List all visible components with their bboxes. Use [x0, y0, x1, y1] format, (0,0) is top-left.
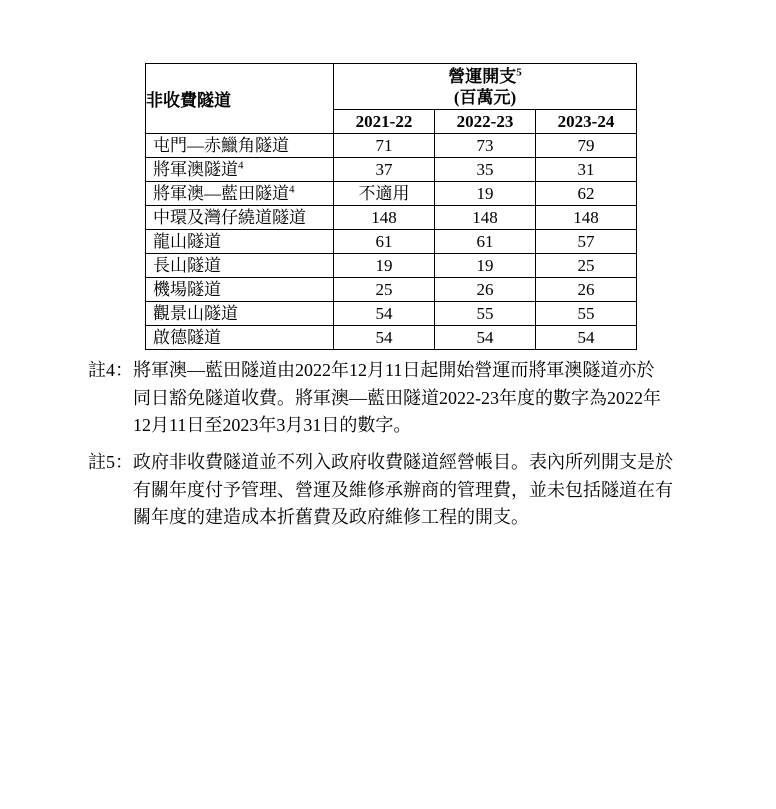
expense-value-cell: 148	[536, 206, 637, 230]
footnote-label: 註4：	[88, 360, 133, 380]
expense-group-title-line	[334, 66, 636, 87]
table-row	[146, 134, 637, 158]
expense-value-cell: 19	[435, 254, 536, 278]
footnote-註4	[88, 357, 661, 440]
expense-value-cell: 55	[536, 302, 637, 326]
table-header-row-group	[146, 64, 637, 110]
tunnel-name-cell	[146, 302, 334, 326]
column-header-year: 2022-23	[435, 110, 536, 134]
expense-value-cell: 55	[435, 302, 536, 326]
expense-value-cell: 26	[536, 278, 637, 302]
column-header-tunnel-label: 非收費隧道	[146, 91, 231, 110]
expense-value-cell: 62	[536, 182, 637, 206]
expense-group-unit: (百萬元)	[453, 87, 517, 107]
expense-value-cell: 71	[334, 134, 435, 158]
tunnel-operating-expense-table	[145, 63, 637, 350]
expense-value-cell: 61	[435, 230, 536, 254]
column-header-year: 2023-24	[536, 110, 637, 134]
expense-value-cell: 54	[435, 326, 536, 350]
expense-value-cell: 不適用	[334, 182, 435, 206]
tunnel-name-cell	[146, 206, 334, 230]
footnote-ref-4: 4	[289, 182, 295, 195]
expense-value-cell: 37	[334, 158, 435, 182]
tunnel-name: 長山隧道	[153, 255, 221, 275]
expense-group-title: 營運開支	[448, 66, 517, 86]
tunnel-name-cell	[146, 134, 334, 158]
footnote-ref-5: 5	[516, 65, 522, 78]
tunnel-name: 觀景山隧道	[153, 303, 238, 323]
footnote-ref-4: 4	[238, 158, 244, 171]
expense-value-cell: 31	[536, 158, 637, 182]
expense-value-cell: 19	[435, 182, 536, 206]
tunnel-name-cell	[146, 182, 334, 206]
expense-value-cell: 79	[536, 134, 637, 158]
footnote-text-line: 有關年度付予管理、營運及維修承辦商的管理費，並未包括隧道在有	[133, 479, 673, 500]
tunnel-name-cell	[146, 326, 334, 350]
table-row	[146, 230, 637, 254]
footnote-text	[133, 357, 661, 440]
footnote-text-line: 同日豁免隧道收費。將軍澳—藍田隧道2022-23年度的數字為2022年	[133, 387, 661, 408]
footnote-text-line: 政府非收費隧道並不列入政府收費隧道經營帳目。表內所列開支是於	[133, 452, 673, 472]
table-row	[146, 182, 637, 206]
expense-value-cell: 57	[536, 230, 637, 254]
expense-value-cell: 54	[536, 326, 637, 350]
expense-value-cell: 54	[334, 302, 435, 326]
expense-value-cell: 148	[435, 206, 536, 230]
footnote-text-line: 關年度的建造成本折舊費及政府維修工程的開支。	[133, 507, 529, 527]
expense-value-cell: 73	[435, 134, 536, 158]
tunnel-name: 龍山隧道	[153, 231, 221, 251]
footnote-text-line: 12月11日至2023年3月31日的數字。	[133, 415, 412, 435]
expense-value-cell: 26	[435, 278, 536, 302]
table-row	[146, 278, 637, 302]
table-row	[146, 206, 637, 230]
tunnel-name: 將軍澳—藍田隧道	[153, 183, 289, 203]
footnote-註5	[88, 449, 673, 532]
expense-value-cell: 19	[334, 254, 435, 278]
tunnel-name: 啟德隧道	[153, 327, 221, 347]
column-header-year: 2021-22	[334, 110, 435, 134]
column-header-tunnel	[146, 64, 334, 134]
column-header-expense-group	[334, 64, 637, 110]
footnote-label: 註5：	[88, 452, 133, 472]
footnote-text-line: 將軍澳—藍田隧道由2022年12月11日起開始營運而將軍澳隧道亦於	[133, 360, 655, 380]
tunnel-name: 中環及灣仔繞道隧道	[153, 207, 306, 227]
tunnel-name-cell	[146, 230, 334, 254]
expense-value-cell: 61	[334, 230, 435, 254]
tunnel-name-cell	[146, 158, 334, 182]
tunnel-name: 將軍澳隧道	[153, 159, 238, 179]
expense-value-cell: 148	[334, 206, 435, 230]
expense-value-cell: 25	[334, 278, 435, 302]
table-row	[146, 302, 637, 326]
expense-value-cell: 54	[334, 326, 435, 350]
tunnel-name-cell	[146, 254, 334, 278]
expense-value-cell: 35	[435, 158, 536, 182]
tunnel-name-cell	[146, 278, 334, 302]
tunnel-name: 機場隧道	[153, 279, 221, 299]
tunnel-name: 屯門—赤鱲角隧道	[153, 135, 289, 155]
footnote-text	[133, 449, 673, 532]
table-row	[146, 326, 637, 350]
expense-value-cell: 25	[536, 254, 637, 278]
table-row	[146, 254, 637, 278]
table-row	[146, 158, 637, 182]
